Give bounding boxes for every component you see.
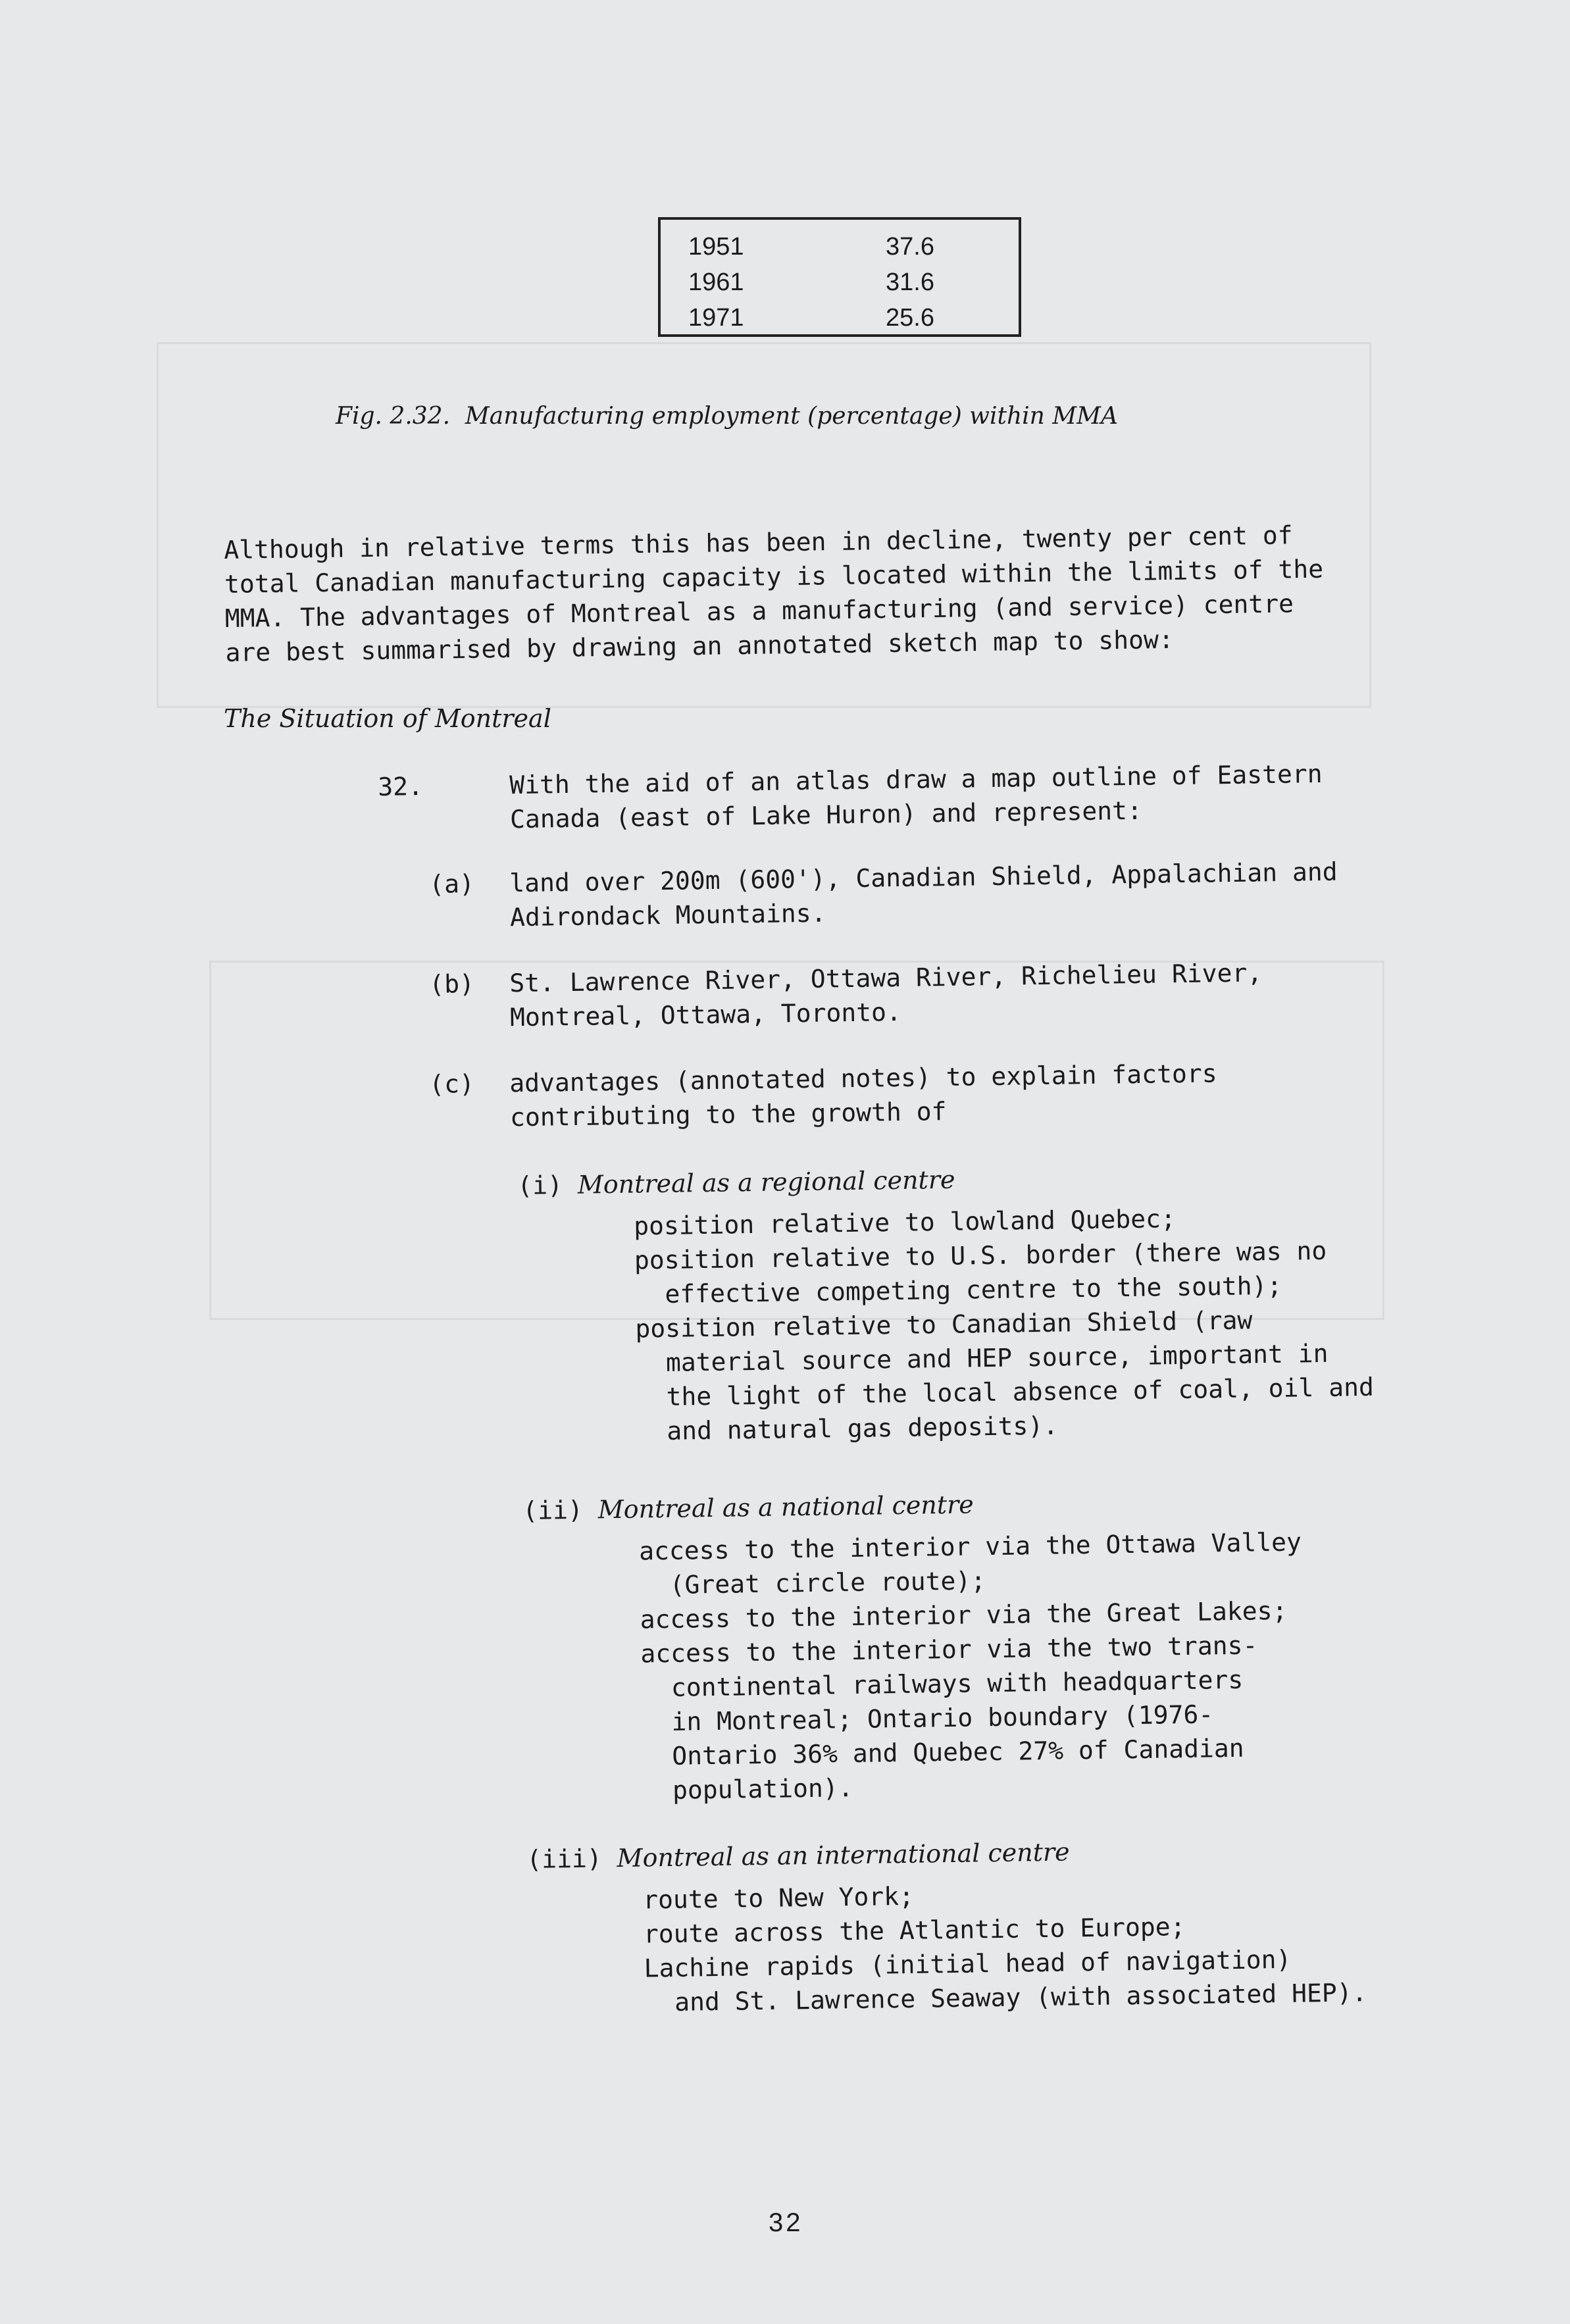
page-number: 32: [769, 2208, 803, 2237]
subsection-line: access to the interior via the two trans-: [640, 1630, 1258, 1669]
table-row: [661, 300, 1019, 336]
table-value-cell: 25.6: [886, 304, 934, 332]
subsection-line: position relative to Canadian Shield (raw: [635, 1305, 1253, 1344]
subsection-line: Ontario 36% and Quebec 27% of Canadian: [642, 1733, 1244, 1771]
question-number: 32.: [378, 772, 424, 801]
question-32: [378, 757, 1323, 838]
figure-caption: Fig. 2.32. Manufacturing employment (percentage) within MMA: [336, 403, 1119, 430]
subsection-line: population).: [642, 1773, 853, 1806]
subsection-heading: [526, 1831, 1365, 1877]
subsection-line: route across the Atlantic to Europe;: [643, 1912, 1186, 1949]
item-line: land over 200m (600'), Canadian Shield, Appalachian and: [509, 857, 1338, 898]
paragraph-line: total Canadian manufacturing capacity is located within the limits of the: [224, 554, 1324, 599]
table-year-cell: 1971: [688, 304, 744, 332]
subsection-label: (iii): [526, 1844, 603, 1874]
table-year-cell: 1951: [688, 233, 744, 261]
subsection-line: and natural gas deposits).: [636, 1411, 1059, 1446]
item-line: contributing to the growth of: [509, 1097, 947, 1132]
question-item-c: [429, 1056, 1218, 1136]
subsection-international: [526, 1831, 1367, 2021]
item-label: (a): [429, 869, 475, 899]
paragraph-line: MMA. The advantages of Montreal as a manufacturing (and service) centre: [224, 589, 1294, 633]
subsection-line: (Great circle route);: [639, 1566, 986, 1600]
item-line: St. Lawrence River, Ottawa River, Richelieu River,: [509, 958, 1263, 998]
question-item-a: [429, 855, 1338, 936]
item-line: advantages (annotated notes) to explain factors: [509, 1059, 1217, 1098]
question-line: With the aid of an atlas draw a map outline of Eastern: [509, 759, 1323, 800]
subsection-label: (i): [517, 1171, 563, 1200]
subsection-line: position relative to lowland Quebec;: [633, 1204, 1177, 1241]
subsection-line: and St. Lawrence Seaway (with associated HEP).: [644, 1978, 1367, 2017]
subsection-line: access to the interior via the Ottawa Valley: [638, 1527, 1302, 1566]
item-line: Adirondack Mountains.: [509, 898, 826, 932]
subsection-line: the light of the local absence of coal, oil and: [636, 1372, 1375, 1412]
subsection-label: (ii): [522, 1495, 584, 1525]
subsection-line: access to the interior via the Great Lakes;: [640, 1596, 1288, 1634]
subsection-line: Lachine rapids (initial head of navigation): [644, 1944, 1292, 1983]
paragraph-line: are best summarised by drawing an annotated sketch map to show:: [225, 624, 1175, 667]
item-line: Montreal, Ottawa, Toronto.: [509, 997, 902, 1032]
table-row: [661, 265, 1019, 300]
subsection-line: continental railways with headquarters: [640, 1665, 1244, 1703]
subsection-line: in Montreal; Ontario boundary (1976-: [641, 1700, 1214, 1737]
subsection-heading: [522, 1482, 1301, 1528]
subsection-national: [522, 1482, 1305, 1809]
question-item-b: [429, 955, 1263, 1036]
employment-table: [658, 217, 1021, 337]
subsection-line: position relative to U.S. border (there was no: [634, 1236, 1327, 1275]
item-label: (c): [429, 1069, 475, 1099]
subsection-regional: [517, 1157, 1375, 1450]
item-label: (b): [429, 969, 475, 999]
table-year-cell: 1961: [688, 268, 744, 296]
table-value-cell: 37.6: [886, 233, 934, 261]
subsection-line: route to New York;: [642, 1881, 915, 1915]
subsection-title: Montreal as an international centre: [617, 1837, 1070, 1873]
subsection-line: material source and HEP source, important in: [635, 1338, 1329, 1378]
subsection-line: effective competing centre to the south);: [634, 1271, 1282, 1309]
table-row: [661, 229, 1019, 265]
paragraph-line: Although in relative terms this has been in decline, twenty per cent of: [224, 520, 1293, 565]
subsection-title: Montreal as a national centre: [597, 1490, 975, 1525]
question-line: Canada (east of Lake Huron) and represent:: [509, 796, 1143, 834]
intro-paragraph: [224, 516, 1450, 670]
subsection-title: Montreal as a regional centre: [577, 1165, 955, 1200]
section-title: The Situation of Montreal: [224, 704, 551, 733]
table-value-cell: 31.6: [886, 268, 934, 296]
